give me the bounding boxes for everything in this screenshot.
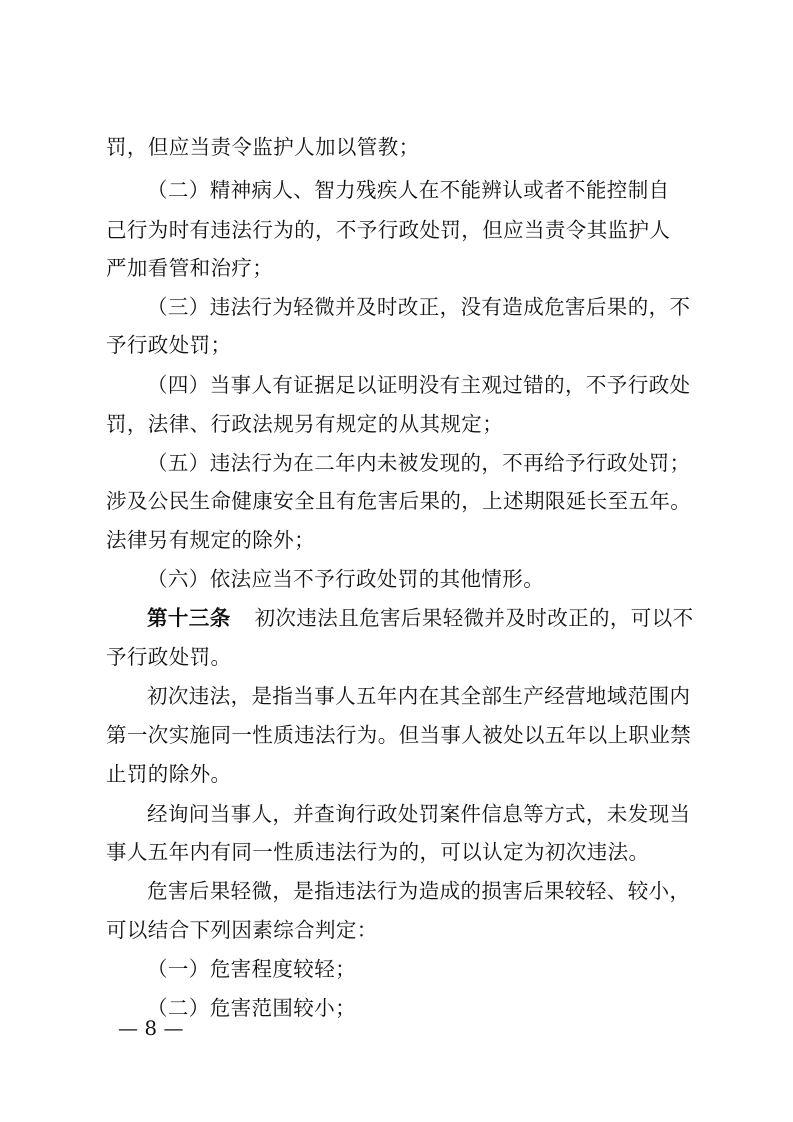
text-line: 经询问当事人，并查询行政处罚案件信息等方式，未发现当 — [147, 802, 691, 826]
text-line: 可以结合下列因素综合判定： — [106, 918, 378, 942]
text-line: （五）违法行为在二年内未被发现的，不再给予行政处罚； — [147, 451, 691, 475]
text-line: （三）违法行为轻微并及时改正，没有造成危害后果的，不 — [147, 295, 691, 319]
text-line: 罚，但应当责令监护人加以管教； — [106, 135, 420, 159]
text-line: 法律另有规定的除外； — [106, 528, 315, 552]
text-line: （一）危害程度较轻； — [147, 957, 356, 981]
text-line: （二）精神病人、智力残疾人在不能辨认或者不能控制自 — [147, 178, 670, 202]
text-line: 严加看管和治疗； — [106, 256, 274, 280]
text-line: 止罚的除外。 — [106, 762, 232, 786]
text-line: 予行政处罚； — [106, 333, 232, 357]
text-line: （四）当事人有证据足以证明没有主观过错的，不予行政处 — [147, 373, 691, 397]
text-line: 第一次实施同一性质违法行为。但当事人被处以五年以上职业禁 — [106, 723, 692, 747]
text-line: 罚，法律、行政法规另有规定的从其规定； — [106, 412, 504, 436]
article-line — [147, 604, 707, 632]
article-text: 初次违法且危害后果轻微并及时改正的，可以不 — [254, 606, 694, 630]
page-number: — 8 — — [118, 1016, 184, 1040]
text-line: 初次违法，是指当事人五年内在其全部生产经营地域范围内 — [147, 684, 691, 708]
text-line: （六）依法应当不予行政处罚的其他情形。 — [147, 567, 545, 591]
text-line: 予行政处罚。 — [106, 645, 232, 669]
text-line: 己行为时有违法行为的，不予行政处罚，但应当责令其监护人 — [106, 218, 671, 242]
text-line: 涉及公民生命健康安全且有危害后果的，上述期限延长至五年。 — [106, 489, 692, 513]
text-line: 事人五年内有同一性质违法行为的，可以认定为初次违法。 — [106, 840, 650, 864]
text-line: 危害后果轻微，是指违法行为造成的损害后果较轻、较小， — [147, 879, 691, 903]
article-heading: 第十三条 — [147, 606, 231, 630]
text-line: （二）危害范围较小； — [147, 996, 356, 1020]
